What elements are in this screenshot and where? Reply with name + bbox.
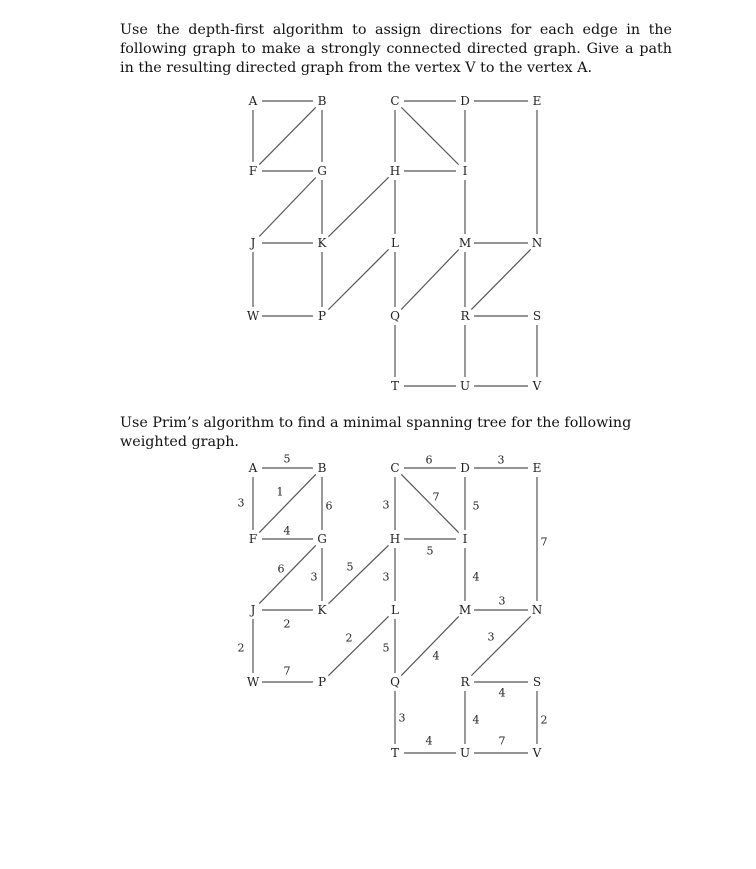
graph1-vertex-U: U bbox=[459, 379, 471, 393]
graph2-weight-G-J: 6 bbox=[277, 562, 285, 576]
graph1-vertex-E: E bbox=[532, 94, 542, 108]
graph2-vertex-C: C bbox=[390, 461, 400, 475]
graph2-weight-R-U: 4 bbox=[472, 713, 480, 727]
graph2-vertex-W: W bbox=[246, 675, 260, 689]
graph2-vertex-G: G bbox=[317, 532, 327, 546]
graph1-vertex-I: I bbox=[462, 164, 468, 178]
graph2-edge-C-I bbox=[401, 474, 458, 532]
graph2-weight-H-I: 5 bbox=[426, 544, 434, 558]
graph1-vertex-A: A bbox=[248, 94, 258, 108]
graph2-vertex-R: R bbox=[460, 675, 470, 689]
graph2-vertex-V: V bbox=[532, 746, 542, 760]
graph2-weight-D-I: 5 bbox=[472, 499, 480, 513]
graph2-weight-E-N: 7 bbox=[540, 535, 548, 549]
graph1-vertex-N: N bbox=[531, 236, 543, 250]
graph2-vertex-I: I bbox=[462, 532, 468, 546]
graph1-vertex-M: M bbox=[458, 236, 472, 250]
graph2-vertex-D: D bbox=[460, 461, 470, 475]
graph2-weight-B-F: 1 bbox=[276, 485, 284, 499]
graph1-vertex-G: G bbox=[317, 164, 327, 178]
problem-1-text: Use the depth-first algorithm to assign directions for each edge in the following graph to make a strongly connected directed graph. Give a path in the resulting directed graph from the vertex V to the vertex A. bbox=[120, 22, 672, 76]
graph1-vertex-Q: Q bbox=[390, 309, 400, 323]
graph1-vertex-T: T bbox=[390, 379, 400, 393]
graph2-edge-H-K bbox=[328, 545, 388, 603]
graph1-vertex-C: C bbox=[390, 94, 400, 108]
graph2-vertex-E: E bbox=[532, 461, 542, 475]
graph2-weight-H-L: 3 bbox=[382, 570, 390, 584]
graph2-weight-R-S: 4 bbox=[498, 686, 506, 700]
graph2-edge-N-R bbox=[471, 616, 530, 675]
graph1-vertex-P: P bbox=[317, 309, 327, 323]
graph2-weight-M-Q: 4 bbox=[432, 649, 440, 663]
graph1-vertex-K: K bbox=[317, 236, 327, 250]
graph1-vertex-W: W bbox=[246, 309, 260, 323]
graph2-weight-H-K: 5 bbox=[346, 560, 354, 574]
graph1-vertex-R: R bbox=[460, 309, 470, 323]
graph2-vertex-S: S bbox=[532, 675, 542, 689]
graph2-vertex-H: H bbox=[389, 532, 401, 546]
graph2-weight-L-P: 2 bbox=[345, 631, 353, 645]
graph1-vertex-J: J bbox=[250, 236, 256, 250]
graph2-weight-C-H: 3 bbox=[382, 498, 390, 512]
graph2-weight-J-K: 2 bbox=[283, 617, 291, 631]
graph2-vertex-K: K bbox=[317, 603, 327, 617]
graph2-vertex-U: U bbox=[459, 746, 471, 760]
graph2-weight-B-G: 6 bbox=[325, 499, 333, 513]
graph2-edge-M-Q bbox=[401, 616, 458, 675]
graph1-vertex-S: S bbox=[532, 309, 542, 323]
graph1-vertex-D: D bbox=[460, 94, 470, 108]
problem-2-text: Use Prim’s algorithm to find a minimal spanning tree for the following weighted graph. bbox=[120, 415, 632, 450]
graph2-vertex-A: A bbox=[248, 461, 258, 475]
graph2-vertex-Q: Q bbox=[390, 675, 400, 689]
graph2-weight-D-E: 3 bbox=[497, 453, 505, 467]
graph2-weight-C-D: 6 bbox=[425, 453, 433, 467]
graph2-vertex-P: P bbox=[317, 675, 327, 689]
graph2-weight-U-V: 7 bbox=[498, 734, 506, 748]
graph2-weight-I-M: 4 bbox=[472, 570, 480, 584]
graph2-weight-M-N: 3 bbox=[498, 594, 506, 608]
graph1-vertex-B: B bbox=[317, 94, 327, 108]
graph2-weight-A-B: 5 bbox=[283, 452, 291, 466]
graph2-weight-C-I: 7 bbox=[432, 490, 440, 504]
graph2-weight-G-K: 3 bbox=[310, 570, 318, 584]
graph2-weight-L-Q: 5 bbox=[382, 641, 390, 655]
graph2-edge-G-J bbox=[259, 545, 315, 603]
graph1-vertex-F: F bbox=[248, 164, 258, 178]
graph2-vertex-B: B bbox=[317, 461, 327, 475]
graph1-vertex-H: H bbox=[389, 164, 401, 178]
graph2-vertex-N: N bbox=[531, 603, 543, 617]
graph2-weight-J-W: 2 bbox=[237, 641, 245, 655]
graph2-vertex-J: J bbox=[250, 603, 256, 617]
graph2-weight-Q-T: 3 bbox=[398, 711, 406, 725]
graph2-weight-N-R: 3 bbox=[487, 630, 495, 644]
graph2-weight-F-G: 4 bbox=[283, 524, 291, 538]
graph2-vertex-L: L bbox=[391, 603, 399, 617]
graph2-weight-S-V: 2 bbox=[540, 713, 548, 727]
graph2-edge-L-P bbox=[328, 616, 388, 675]
graph2-weight-A-F: 3 bbox=[237, 496, 245, 510]
graph2-vertex-M: M bbox=[458, 603, 472, 617]
graph2-weight-T-U: 4 bbox=[425, 734, 433, 748]
graph1-vertex-V: V bbox=[532, 379, 542, 393]
graph2-vertex-T: T bbox=[390, 746, 400, 760]
graph2-weight-W-P: 7 bbox=[283, 664, 291, 678]
graph2-vertex-F: F bbox=[248, 532, 258, 546]
graph1-vertex-L: L bbox=[391, 236, 399, 250]
